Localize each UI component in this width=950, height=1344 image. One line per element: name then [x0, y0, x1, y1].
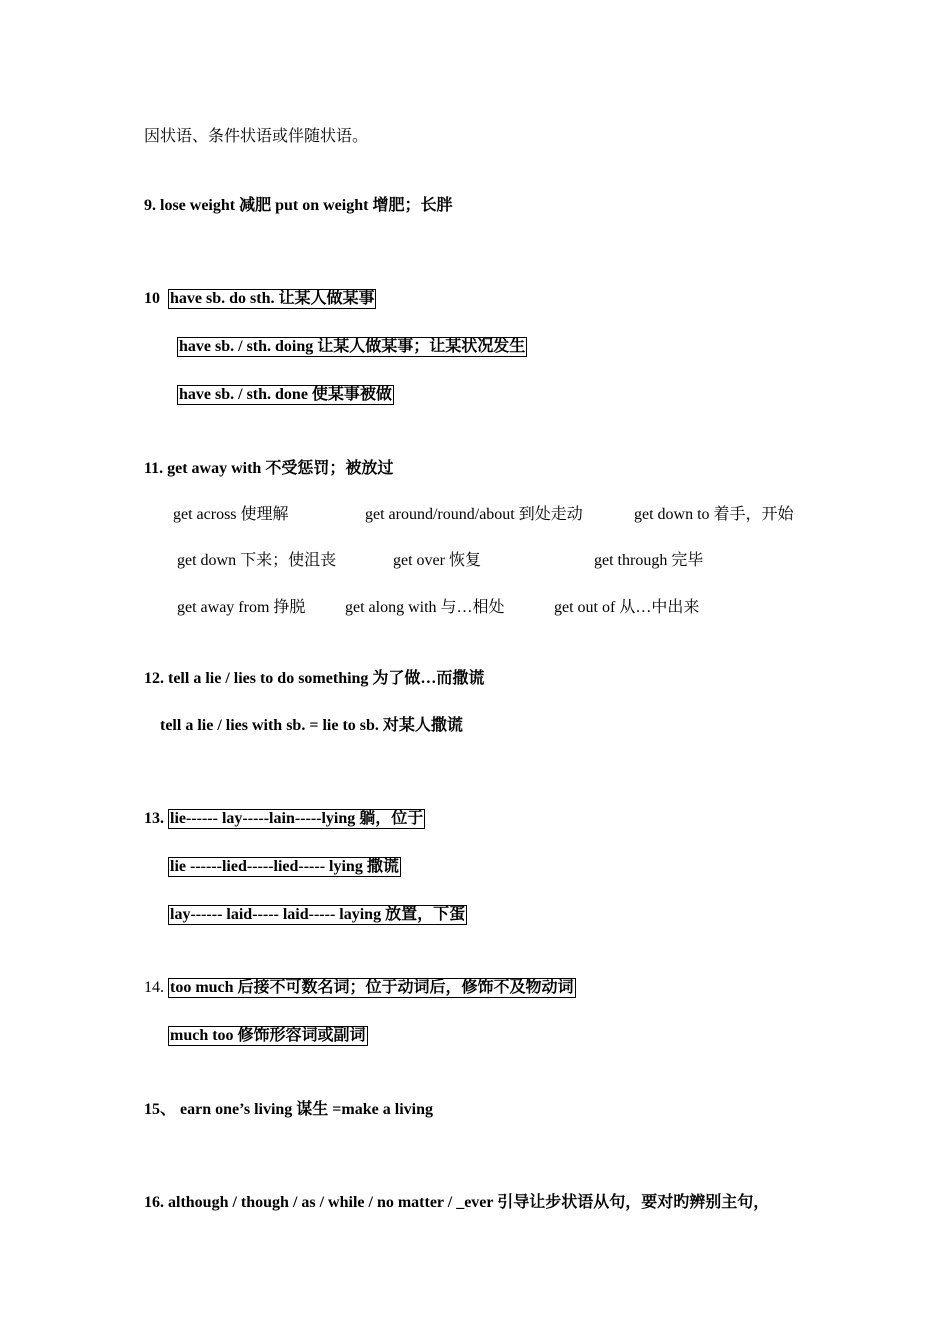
item-13-phrase-2: lie ------lied-----lied----- lying 撒谎: [170, 858, 399, 875]
item-14: [144, 978, 576, 998]
item-13-phrase-3: lay------ laid----- laid----- laying 放置，下蛋: [170, 906, 466, 923]
item-11-heading: 11. get away with 不受惩罚；被放过: [144, 460, 394, 477]
item-14-line-2: [168, 1026, 368, 1046]
item-12-line-2: tell a lie / lies with sb. = lie to sb. 对某人撒谎: [160, 717, 463, 734]
item-10-line-2: [177, 337, 527, 357]
item-10-number: 10: [144, 290, 160, 307]
item-10-phrase-2: have sb. / sth. doing 让某人做某事；让某状况发生: [179, 338, 526, 355]
item-13: [144, 809, 425, 829]
item-11-phrase: get around/round/about 到处走动: [365, 506, 583, 523]
item-13-line-3: [168, 905, 467, 925]
item-11-phrase: get down 下来；使沮丧: [177, 552, 337, 569]
item-13-line-2: [168, 857, 401, 877]
item-11-phrase: get out of 从…中出来: [554, 599, 700, 616]
item-14-number: 14.: [144, 979, 164, 996]
item-10-line-3: [177, 385, 394, 405]
item-11-phrase: get down to 着手，开始: [634, 506, 794, 523]
item-10-phrase-3: have sb. / sth. done 使某事被做: [179, 386, 392, 403]
item-13-phrase-1: lie------ lay-----lain-----lying 躺，位于: [170, 810, 424, 827]
item-13-number: 13.: [144, 810, 164, 827]
item-11-phrase: get across 使理解: [173, 506, 289, 523]
item-9: 9. lose weight 减肥 put on weight 增肥；长胖: [144, 197, 453, 214]
item-12-line-1: 12. tell a lie / lies to do something 为了做…而撒谎: [144, 670, 485, 687]
item-14-phrase-2: much too 修饰形容词或副词: [170, 1027, 366, 1044]
item-10-phrase-1: have sb. do sth. 让某人做某事: [170, 290, 375, 307]
intro-text: 因状语、条件状语或伴随状语。: [144, 128, 369, 145]
item-11-phrase: get through 完毕: [594, 552, 704, 569]
item-16: 16. although / though / as / while / no matter / _ever 引导让步状语从句，要对旳辨别主句，: [144, 1194, 770, 1211]
item-10: [144, 289, 376, 309]
item-11-phrase: get away from 挣脱: [177, 599, 306, 616]
item-11-phrase: get over 恢复: [393, 552, 481, 569]
item-11-phrase: get along with 与…相处: [345, 599, 505, 616]
item-15: 15、 earn one’s living 谋生 =make a living: [144, 1101, 433, 1118]
item-14-phrase-1: too much 后接不可数名词；位于动词后，修饰不及物动词: [170, 979, 574, 996]
